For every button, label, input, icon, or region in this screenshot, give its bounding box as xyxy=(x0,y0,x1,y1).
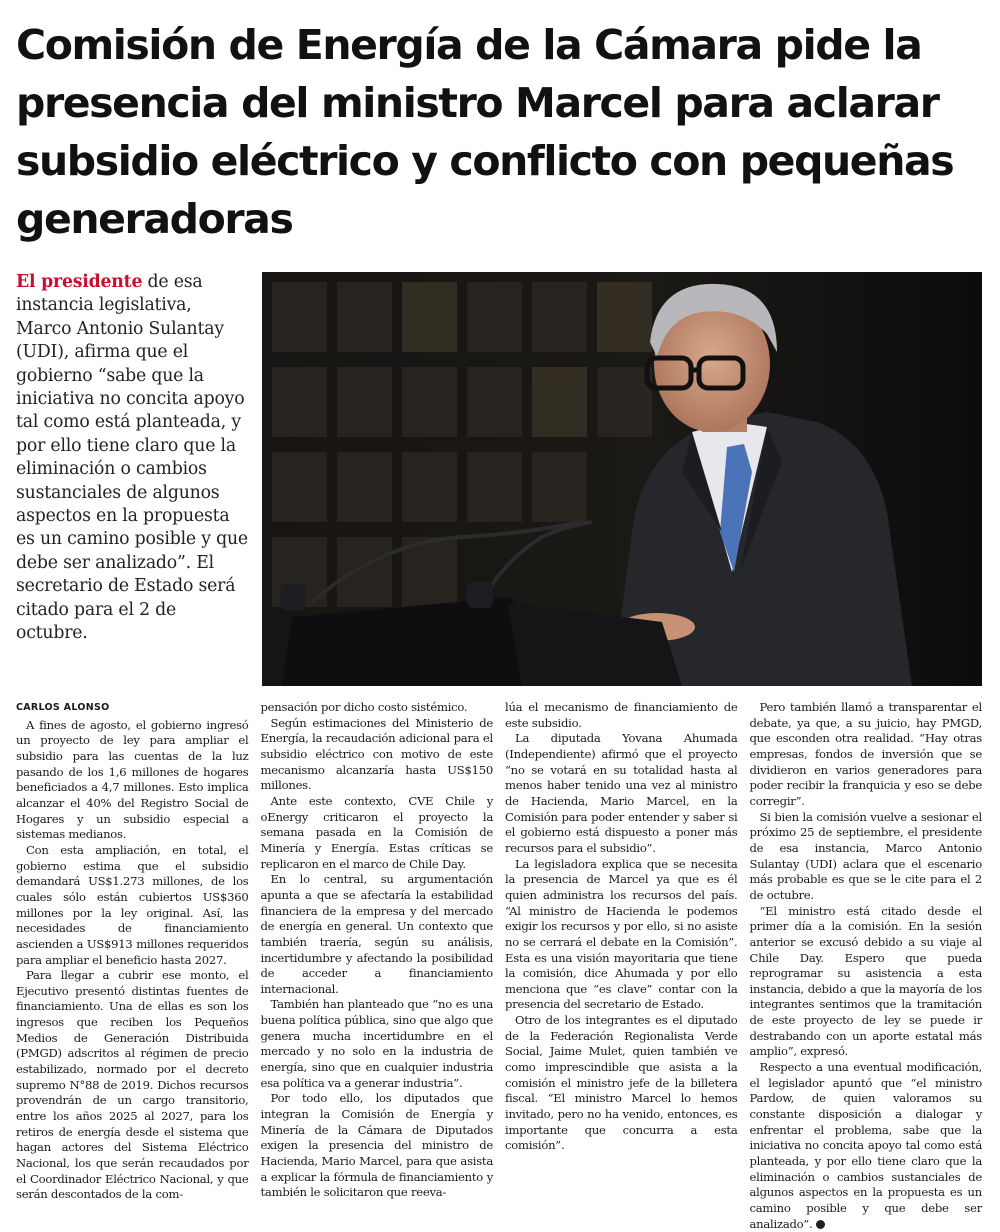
paragraph: Pero también llamó a transparentar el debate, ya que, a su juicio, hay PMGD, que esconden otra realidad. “Hay otras empresas, fondos de inversión que se dividieron en varios generadores para poder recibir la franquicia y eso se debe corregir”. xyxy=(749,700,982,808)
paragraph: Según estimaciones del Ministerio de Energía, la recaudación adicional para el subsidio eléctrico con motivo de este mecanismo alcanzaría hasta US$150 millones. xyxy=(260,715,493,793)
article-body xyxy=(16,700,982,1231)
paragraph: Por todo ello, los diputados que integran la Comisión de Energía y Minería de la Cámara de Diputados exigen la presencia del ministro de Hacienda, Mario Marcel, para que asista a explicar la fórmula de financiamiento y también le solicitaron que reeva- xyxy=(260,1091,493,1200)
speaker-at-podium-image xyxy=(262,272,982,686)
paragraph: También han planteado que “no es una buena política pública, sino que algo que genera mucha incertidumbre en el mercado y no solo en la industria de energía, sino que en cualquier industria esa política va a generar industria”. xyxy=(260,997,493,1090)
paragraph: A fines de agosto, el gobierno ingresó un proyecto de ley para ampliar el subsidio para las cuentas de la luz pasando de los 1,6 millones de hogares beneficiados a 4,7 millones. Esto implica alcanzar el 40% del Registro Social de Hogares y un subsidio especial a sistemas medianos. xyxy=(16,717,249,842)
article-photo xyxy=(262,272,982,686)
paragraph: La legisladora explica que se necesita la presencia de Marcel ya que es él quien administra los recursos del país. “Al ministro de Hacienda le podemos exigir los recursos y por ello, si no asiste no se cerrará el debate en la Comisión”. Esta es una visión mayoritaria que tiene la comisión, dice Ahumada y por ello menciona que “es clave” contar con la presencia del secretario de Estado. xyxy=(505,856,738,1012)
paragraph: Otro de los integrantes es el diputado de la Federación Regionalista Verde Social, Jaime Mulet, quien también ve como imprescindible que asista a la comisión el ministro jefe de la billetera fiscal. “El ministro Marcel lo hemos invitado, pero no ha venido, entonces, es importante que concurra a esta comisión”. xyxy=(505,1013,738,1153)
paragraph: lúa el mecanismo de financiamiento de este subsidio. xyxy=(505,700,738,730)
lede xyxy=(16,271,252,646)
paragraph-text: Respecto a una eventual modificación, el legislador apuntó que “el ministro Pardow, de quien valoramos su constante disposición a dialogar y enfrentar el problema, sabe que la iniciativa no concita apoyo tal como está planteada, y por ello tiene claro que la eliminación o cambios sustanciales de algunos aspectos en la propuesta es un camino posible y que debe ser analizado”. xyxy=(749,1060,982,1231)
headline: Comisión de Energía de la Cámara pide la presencia del ministro Marcel para aclarar subsidio eléctrico y conflicto con pequeñas generadoras xyxy=(16,21,954,243)
paragraph: Si bien la comisión vuelve a sesionar el próximo 25 de septiembre, el presidente de esa instancia, Marco Antonio Sulantay (UDI) aclara que el escenario más probable es que se le cite para el 2 de octubre. xyxy=(749,809,982,902)
lede-text: de esa instancia legislativa, Marco Antonio Sulantay (UDI), afirma que el gobierno “sabe que la iniciativa no concita apoyo tal como está planteada, y por ello tiene claro que la eliminación o cambios sustanciales de algunos aspectos en la propuesta es un camino posible y que debe ser analizado”. El secretario de Estado será citado para el 2 de octubre. xyxy=(16,272,248,644)
paragraph: La diputada Yovana Ahumada (Independiente) afirmó que el proyecto “no se votará en su totalidad hasta al menos haber tenido una vez al ministro de Hacienda, Mario Marcel, en la Comisión para poder entender y saber si el gobierno está dispuesto a poner más recursos para el subsidio”. xyxy=(505,731,738,855)
byline: CARLOS ALONSO xyxy=(16,702,110,713)
paragraph: “El ministro está citado desde el primer día a la comisión. En la sesión anterior se excusó debido a su viaje al Chile Day. Espero que pueda reprogramar su asistencia a esta instancia, debido a que la mayoría de los integrantes sentimos que la tramitación de este proyecto de ley se puede ir destrabando con un aporte estatal más amplio”, expresó. xyxy=(749,903,982,1059)
body-column-1 xyxy=(16,700,249,1202)
paragraph-last xyxy=(750,1060,983,1232)
end-of-article-icon xyxy=(816,1220,825,1229)
lede-kicker: El presidente xyxy=(16,272,143,292)
body-column-3 xyxy=(505,700,738,1152)
paragraph: Con esta ampliación, en total, el gobierno estima que el subsidio demandará US$1.273 millones, de los cuales sólo están cubiertos US$360 millones por la ley original. Así, las necesidades de financiamiento ascienden a US$913 millones requeridos para ampliar el beneficio hasta 2027. xyxy=(16,842,249,967)
body-column-2 xyxy=(260,700,494,1200)
paragraph: Para llegar a cubrir ese monto, el Ejecutivo presentó distintas fuentes de financiamiento. Una de ellas es son los ingresos que reciben los Pequeños Medios de Generación Distribuida (PMGD) adscritos al régimen de precio estabilizado, normado por el decreto supremo N°88 de 2019. Dichos recursos provendrán de un cargo transitorio, entre los años 2025 al 2027, para los retiros de energía desde el sistema que hagan actores del Sistema Eléctrico Nacional, los que serán recaudados por el Coordinador Eléctrico Nacional, y que serán descontados de la com- xyxy=(16,968,249,1202)
paragraph: pensación por dicho costo sistémico. xyxy=(260,700,468,714)
paragraph: Ante este contexto, CVE Chile y oEnergy criticaron el proyecto la semana pasada en la Comisión de Minería y Energía. Estas críticas se replicaron en el marco de Chile Day. xyxy=(260,793,493,871)
body-column-4 xyxy=(749,700,983,1231)
paragraph: En lo central, su argumentación apunta a que se afectaría la estabilidad financiera de la empresa y del mercado de energía en general. Un contexto que también traería, según su análisis, incertidumbre y afectando la posibilidad de acceder a financiamiento internacional. xyxy=(260,872,493,996)
